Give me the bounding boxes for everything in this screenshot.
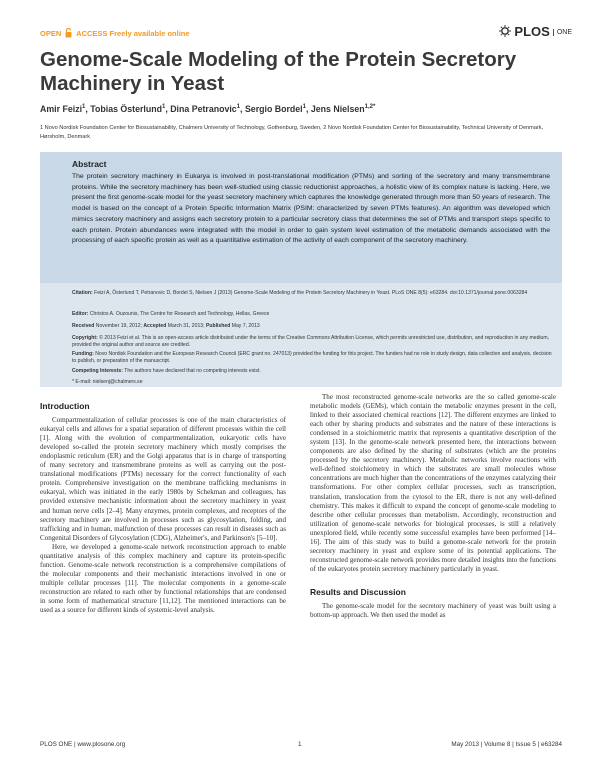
published-date: May 7, 2013 bbox=[231, 323, 260, 329]
accepted-label: Accepted bbox=[143, 323, 167, 329]
open-access-badge bbox=[40, 28, 190, 40]
competing-label: Competing Interests: bbox=[72, 368, 123, 374]
funding-label: Funding: bbox=[72, 351, 94, 357]
author-list: Amir Feizi$^1$, Tobias Österlund$^1$, Dina Petranovic$^1$, Sergio Bordel$^1$, Jens Nielsen$^{1,2*}$ bbox=[40, 104, 376, 114]
paragraph: The genome-scale model for the secretory machinery of yeast was built using a bottom-up approach. We then used the model as bbox=[310, 601, 556, 620]
affiliations: 1 Novo Nordisk Foundation Center for Biosustainability, Chalmers University of Technology, Gothenburg, Sweden, 2 Novo Nordisk Foundation Center for Biosustainability, Technical University of Denmark, Hørsholm, Denmark bbox=[40, 125, 544, 140]
copyright-label: Copyright: bbox=[72, 335, 98, 341]
copyright bbox=[72, 335, 552, 348]
copyright-text: © 2013 Feizi et al. This is an open-access article distributed under the terms of the Creative Commons Attribution License, which permits unrestricted use, distribution, and reproduction in any medium, provided the original author and source are credited. bbox=[72, 335, 550, 348]
citation-text: Feizi A, Österlund T, Petranovic D, Bordel S, Nielsen J (2013) Genome-Scale Modeling of the Protein Secretory Machinery in Yeast. PLoS ONE 8(5): e63284. doi:10.1371/journal.pone.0063284 bbox=[94, 290, 528, 296]
results-heading: Results and Discussion bbox=[310, 586, 406, 597]
author-name: Dina Petranovic bbox=[170, 104, 237, 114]
author-sup: 1 bbox=[236, 104, 241, 111]
accepted-date: March 31, 2013; bbox=[167, 323, 205, 329]
author-name: Jens Nielsen bbox=[310, 104, 365, 114]
funding bbox=[72, 351, 552, 364]
published-label: Published bbox=[205, 323, 231, 329]
editor-text: Christos A. Ouzounis, The Centre for Research and Technology, Hellas, Greece bbox=[89, 311, 270, 317]
received-date: November 19, 2012; bbox=[95, 323, 142, 329]
author-name: Sergio Bordel bbox=[244, 104, 303, 114]
plos-sun-icon bbox=[499, 25, 511, 40]
author-sup: 1,2* bbox=[364, 104, 376, 111]
right-column bbox=[310, 393, 556, 620]
competing-interests bbox=[72, 368, 552, 375]
funding-text: Novo Nordisk Foundation and the European Research Council (ERC grant no. 247013) provided the funding for this project. The funders had no role in study design, data collection and analysis, decision to publish, or preparation of the manuscript. bbox=[72, 351, 552, 364]
open-lock-icon bbox=[65, 28, 72, 40]
editor bbox=[72, 311, 552, 318]
brand-name: PLOS bbox=[514, 24, 550, 39]
email: * E-mail: nielsenj@chalmers.se bbox=[72, 379, 143, 385]
introduction-heading: Introduction bbox=[40, 401, 90, 411]
author-name: Tobias Österlund bbox=[90, 104, 162, 114]
received-label: Received bbox=[72, 323, 95, 329]
plos-logo bbox=[499, 24, 572, 40]
editor-label: Editor: bbox=[72, 311, 89, 317]
author-sup: 1 bbox=[82, 104, 86, 111]
paragraph: Compartmentalization of cellular processes is one of the main characteristics of eukaryal cells and allows for a spatial separation of different processes within the cell [1]. Along with the evolution of compartmentalization, eukaryotic cells have developed so-called the protein secretory machinery which mostly comprises the endoplasmic reticulum (ER) and the Golgi apparatus that is in charge of transporting of many secretory and transmembrane proteins as well as carrying out the post-translational modifications (PTMs) necessary for the correct functionality of each protein. Comprehensive investigation on the membrane trafficking mechanisms in eukaryal, which was initiated in the early 1980s by Schekman and colleagues, has provided extensive mechanistic information about the secretory machinery in yeast and human nerve cells [2–4]. Many enzymes, protein complexes, and receptors of the secretory machinery are involved in processes such as glycosylation, folding, and trafficking and in human, malfunction of these processes can result in diseases such as Congenital Disorders of Glycosylation (CDG), Alzheimer's, and Parkinson's [5–10]. bbox=[40, 416, 286, 542]
competing-text: The authors have declared that no competing interests exist. bbox=[124, 368, 261, 374]
dates bbox=[72, 323, 552, 330]
author-name: Amir Feizi bbox=[40, 104, 83, 114]
footer-issue: May 2013 | Volume 8 | Issue 5 | e63284 bbox=[451, 741, 562, 748]
paragraph: Here, we developed a genome-scale network reconstruction approach to enable quantitative analysis of this complex machinery and capture its protein-specific function. Genome-scale network reconstruction is a comprehensive compilations of the molecular components and their mechanistic interactions involved in one or multiple cellular processes [11]. The molecular components in a genome-scale reconstruction are related to each other by functional relationships that are condensed in some form of mathematical structure [11,12]. The mentioned interactions can be used as a source for different kinds of systemic-level analysis. bbox=[40, 542, 286, 615]
abstract-box bbox=[40, 152, 562, 387]
brand-sub: ONE bbox=[553, 29, 572, 36]
footer-journal: PLOS ONE | www.plosone.org bbox=[40, 741, 126, 748]
citation-label: Citation: bbox=[72, 290, 93, 296]
left-column bbox=[40, 402, 286, 615]
paragraph: The most reconstructed genome-scale networks are the so called genome-scale metabolic models (GEMs), which contain the metabolic enzymes present in the cell, linked to their associated chemical reactions [12]. The different enzymes are linked to each other by sharing products and substrates and the nature of these interactions is condensed in a stoichiometric matrix that represents a quantitative description of the system [13]. In the genome-scale network presented here, the interactions between components are also defined by the sharing of substrates (which are the proteins processed by the secretory machinery). Metabolic networks involve reactions with well-defined stoichiometry in which the substrates are small molecules whose concentrations are much higher than the concentrations of the enzymes catalyzing their transformations. For other complex cellular processes, such as transcription, translation, translocation from the cytosol to the ER, there is not any well-defined chemistry. This makes it difficult to expand the concept of genome-scale modeling to describe other cellular processes than metabolism. Accordingly, reconstruction and utilization of genome-scale networks for biological processes, is still a relatively unexplored field, while recently some successful examples have been performed [14–16]. The aim of this study was to build a genome-scale network for the protein secretory machinery in yeast and explore some of its potential applications. The reconstructed genome-scale network provides more detailed insights into the functions of the eukaryotes protein secretory machinery particularly in yeast. bbox=[310, 393, 556, 573]
page-number: 1 bbox=[298, 741, 302, 748]
open-label: OPEN bbox=[40, 28, 62, 38]
page-header bbox=[40, 24, 572, 44]
abstract-heading: Abstract bbox=[72, 159, 107, 169]
author-sup: 1 bbox=[161, 104, 166, 111]
abstract-text: The protein secretory machinery in Eukarya is involved in post-translational modification (PTMs) and sorting of the secretory and many transmembrane proteins. While the secretory machinery has been well-studied using classic reductionist approaches, a holistic view of its complex nature is lacking. Here, we present the first genome-scale model for the yeast secretory machinery which captures the knowledge generated through more than 50 years of research. The model is based on the concept of a Protein Specific Information Matrix (PSIM: characterized by seven PTMs features). An algorithm was developed which mimics secretory machinery and assigns each secretory protein to a particular secretory class that determines the set of PTMs and transport steps specific to each protein. Protein abundances were integrated with the model in order to gain system level estimation of the metabolic demands associated with the processing of each specific protein as well as a quantitative estimation of the activity of each component of the secretory machinery. bbox=[72, 173, 550, 245]
citation bbox=[72, 290, 552, 297]
article-title: Genome-Scale Modeling of the Protein Secretory Machinery in Yeast bbox=[40, 48, 517, 95]
author-sup: 1 bbox=[302, 104, 306, 111]
access-label: ACCESS Freely available online bbox=[76, 28, 190, 38]
